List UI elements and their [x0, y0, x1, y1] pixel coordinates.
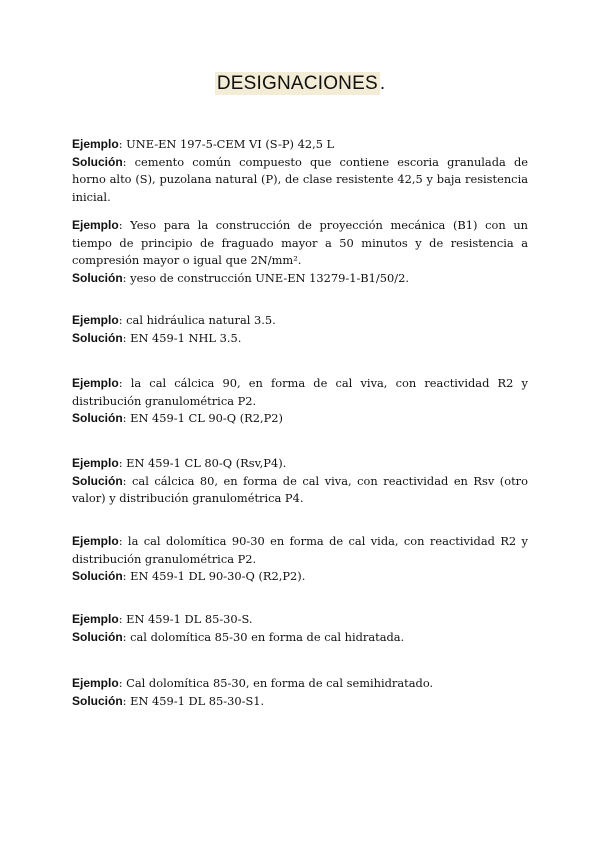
example-text: : la cal cálcica 90, en forma de cal viva, con reactividad R2 y distribución granulométrica P2. — [72, 376, 528, 408]
solution-label: Solución — [72, 693, 123, 708]
solution-line — [72, 410, 528, 428]
example-block-2 — [72, 217, 528, 287]
example-text: : Cal dolomítica 85-30, en forma de cal semihidratado. — [118, 676, 434, 690]
example-block-5 — [72, 455, 528, 508]
example-block-3 — [72, 312, 528, 347]
solution-label: Solución — [72, 629, 123, 644]
example-line — [72, 675, 528, 693]
solution-line — [72, 629, 528, 647]
example-label: Ejemplo — [72, 137, 119, 151]
example-line — [72, 217, 528, 270]
example-line — [72, 136, 528, 154]
solution-line — [72, 473, 528, 508]
solution-label: Solución — [72, 411, 123, 425]
solution-text: : EN 459-1 DL 90-30-Q (R2,P2). — [122, 569, 306, 583]
example-label: Ejemplo — [72, 676, 119, 690]
title-period: . — [379, 73, 386, 94]
title-wrap — [0, 72, 600, 95]
example-text: : la cal dolomítica 90-30 en forma de cal vida, con reactividad R2 y distribución granulométrica P2. — [72, 534, 528, 566]
example-block-6 — [72, 533, 528, 586]
example-block-4 — [72, 375, 528, 428]
example-block-8 — [72, 675, 528, 710]
solution-label: Solución — [72, 154, 123, 169]
solution-text: : cal cálcica 80, en forma de cal viva, con reactividad en Rsv (otro valor) y distribución granulométrica P4. — [72, 473, 528, 505]
example-label: Ejemplo — [72, 313, 119, 327]
example-line — [72, 455, 528, 473]
solution-text: : EN 459-1 NHL 3.5. — [122, 330, 242, 345]
example-line — [72, 312, 528, 330]
example-block-7 — [72, 611, 528, 646]
example-text: : EN 459-1 CL 80-Q (Rsv,P4). — [118, 456, 287, 470]
example-text: : EN 459-1 DL 85-30-S. — [118, 612, 253, 626]
example-line — [72, 533, 528, 568]
solution-line — [72, 568, 528, 586]
example-block-1 — [72, 136, 528, 206]
solution-line — [72, 693, 528, 711]
solution-text: : cal dolomítica 85-30 en forma de cal hidratada. — [122, 629, 405, 644]
solution-label: Solución — [72, 569, 123, 583]
solution-text: : EN 459-1 CL 90-Q (R2,P2) — [122, 411, 283, 425]
example-text: : Yeso para la construcción de proyección mecánica (B1) con un tiempo de principio de fraguado mayor a 50 minutos y de resistencia a compresión mayor o igual que 2N/mm². — [72, 218, 528, 267]
solution-label: Solución — [72, 270, 123, 285]
solution-line — [72, 154, 528, 207]
example-text: : cal hidráulica natural 3.5. — [118, 313, 276, 327]
example-label: Ejemplo — [72, 612, 119, 626]
solution-text: : cemento común compuesto que contiene escoria granulada de horno alto (S), puzolana natural (P), de clase resistente 42,5 y baja resistencia inicial. — [72, 154, 528, 204]
example-text: : UNE-EN 197-5-CEM VI (S-P) 42,5 L — [118, 137, 335, 151]
example-label: Ejemplo — [72, 376, 119, 390]
solution-label: Solución — [72, 473, 123, 488]
page-title: DESIGNACIONES — [216, 73, 378, 94]
solution-text: : yeso de construcción UNE-EN 13279-1-B1/50/2. — [122, 270, 409, 285]
example-label: Ejemplo — [72, 218, 119, 232]
example-line — [72, 375, 528, 410]
example-line — [72, 611, 528, 629]
solution-text: : EN 459-1 DL 85-30-S1. — [122, 693, 265, 708]
example-label: Ejemplo — [72, 534, 119, 548]
solution-line — [72, 270, 528, 288]
example-label: Ejemplo — [72, 456, 119, 470]
solution-label: Solución — [72, 330, 123, 345]
solution-line — [72, 330, 528, 348]
